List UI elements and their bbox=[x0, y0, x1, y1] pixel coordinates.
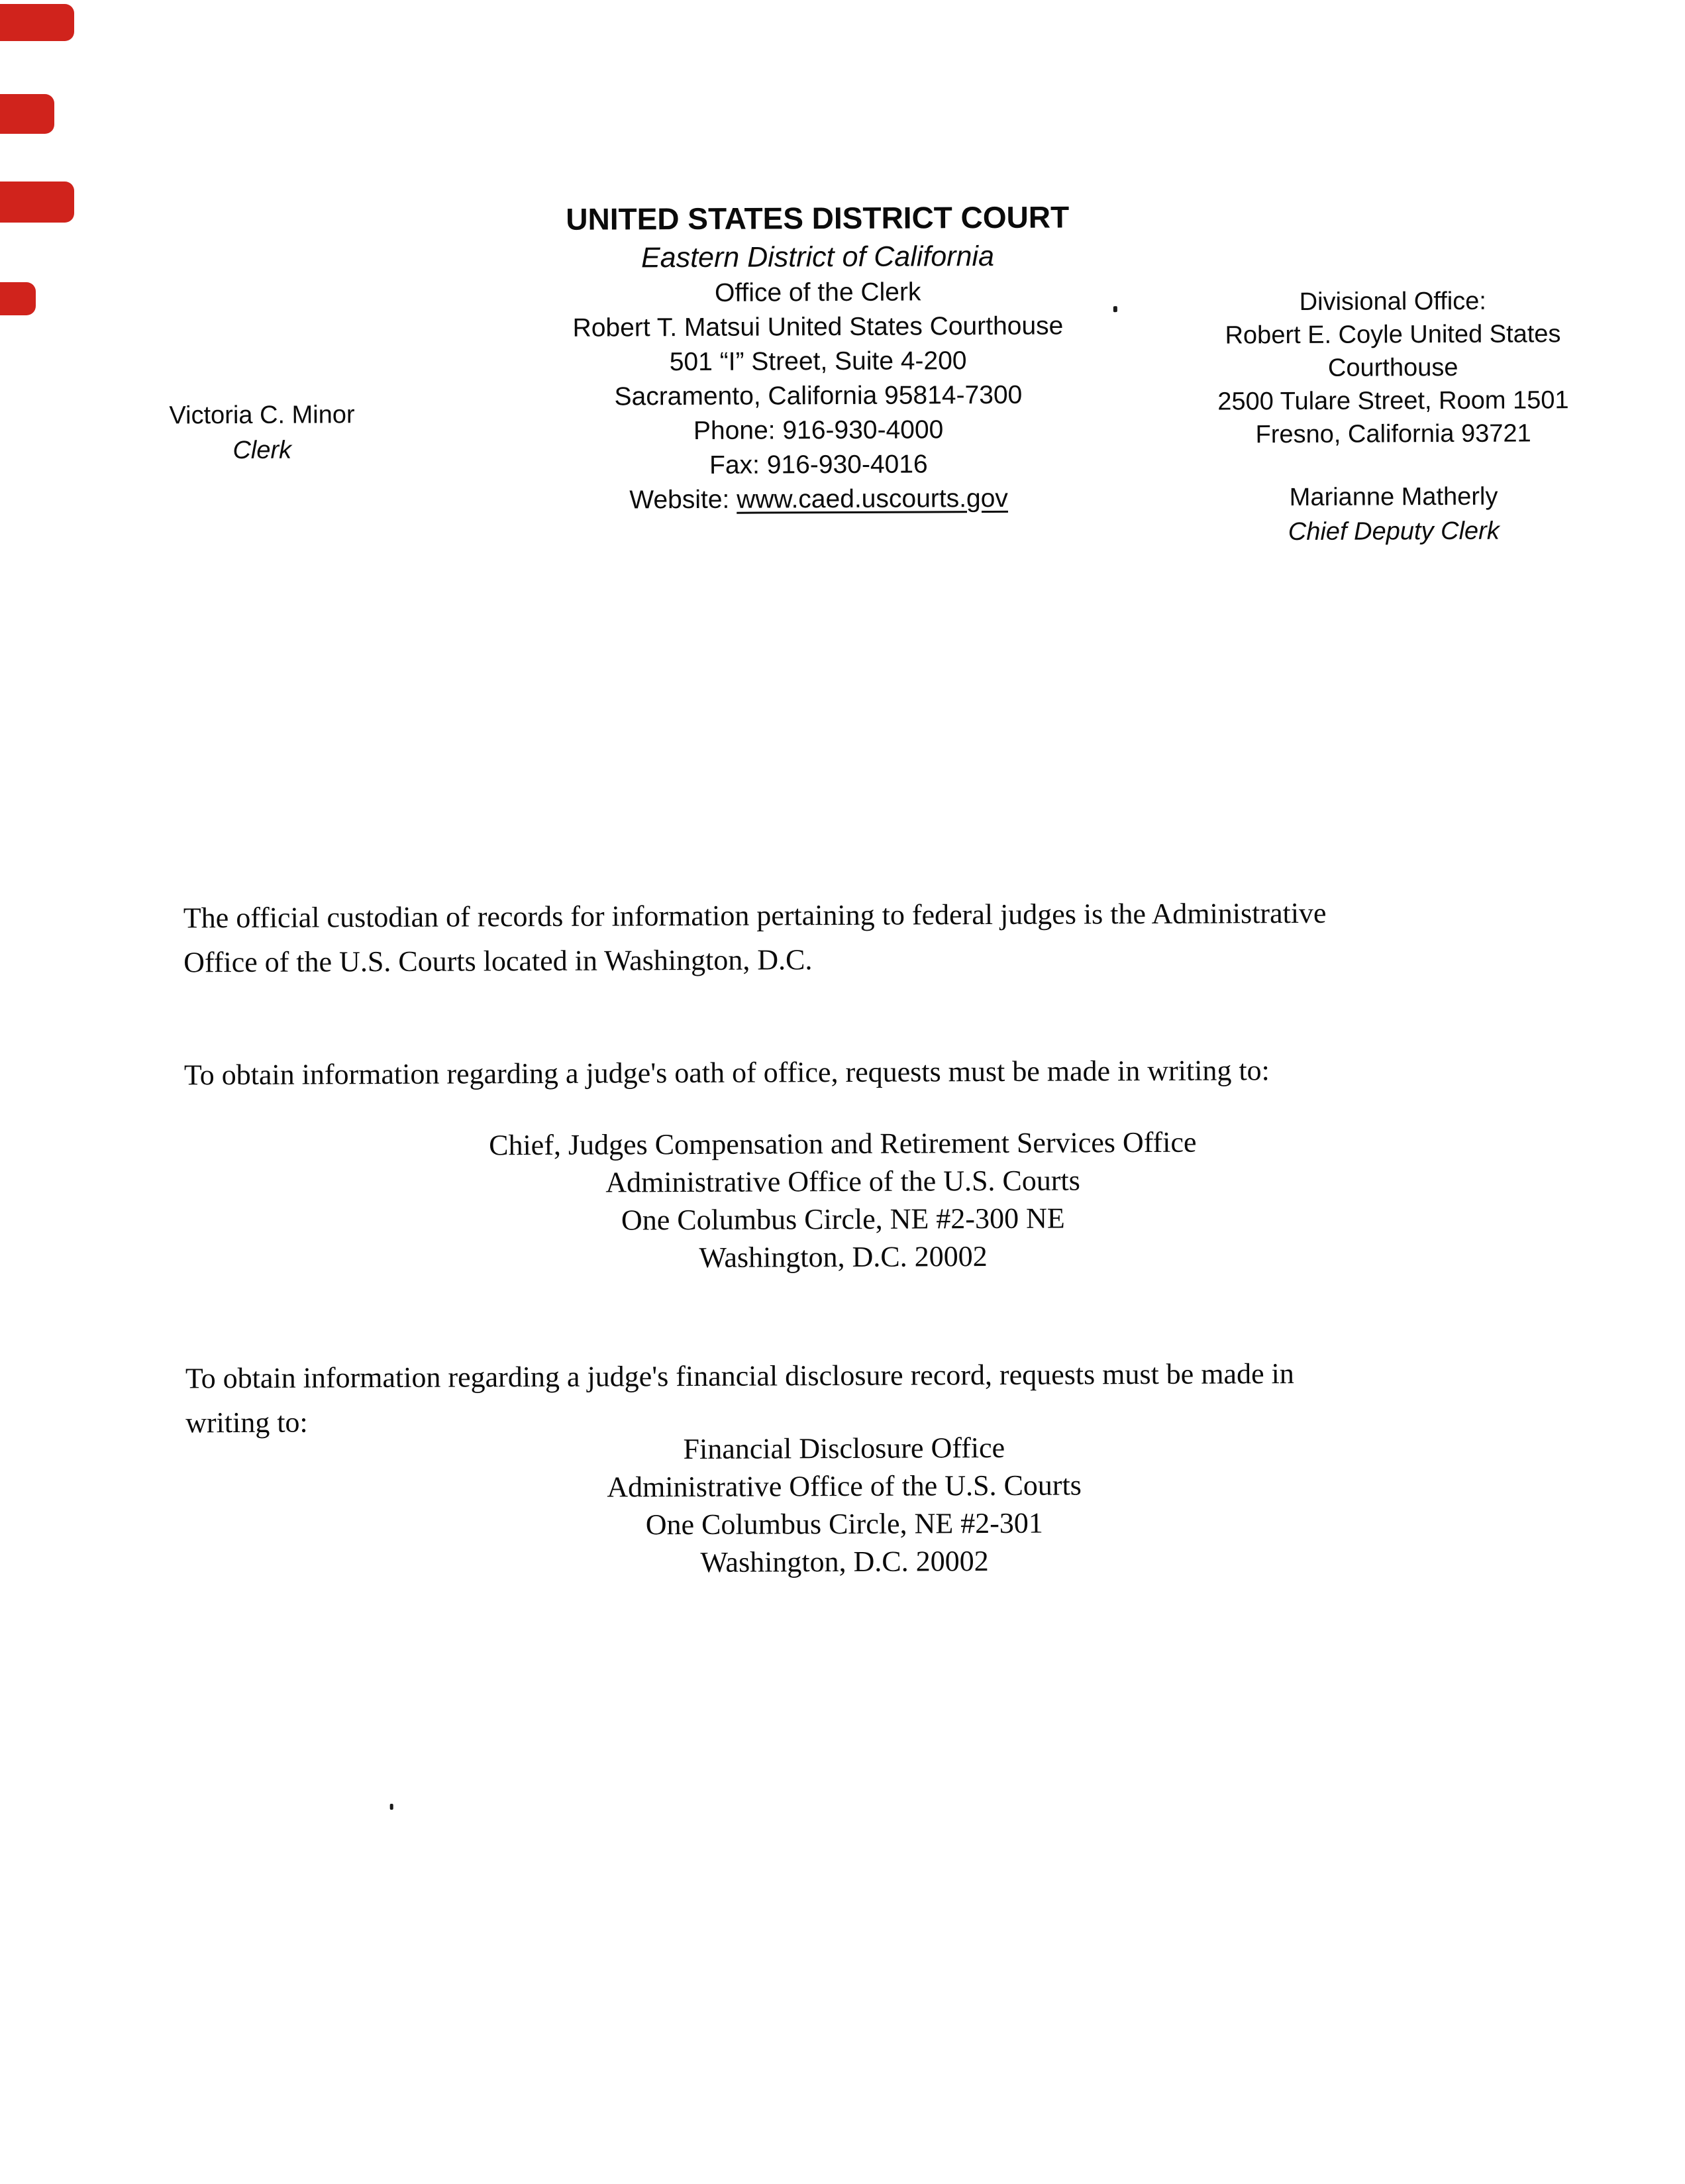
divisional-city-address: Fresno, California 93721 bbox=[1255, 419, 1531, 449]
deputy-clerk-title: Chief Deputy Clerk bbox=[1288, 517, 1500, 546]
office-name: Office of the Clerk bbox=[714, 278, 921, 307]
financial-address-line1: Financial Disclosure Office bbox=[683, 1431, 1005, 1466]
paragraph-oath-line1: To obtain information regarding a judge's oath of office, requests must be made in writing to: bbox=[183, 1054, 1270, 1092]
oath-address-line4: Washington, D.C. 20002 bbox=[699, 1240, 988, 1274]
financial-address-line4: Washington, D.C. 20002 bbox=[700, 1545, 989, 1579]
paragraph-financial-line1: To obtain information regarding a judge's financial disclosure record, requests must be made in bbox=[185, 1357, 1294, 1395]
divisional-office-label: Divisional Office: bbox=[1299, 287, 1487, 316]
financial-address-line3: One Columbus Circle, NE #2-301 bbox=[645, 1506, 1043, 1541]
ink-speck-1 bbox=[1113, 306, 1117, 312]
deputy-clerk-name: Marianne Matherly bbox=[1289, 482, 1498, 512]
clerk-title: Clerk bbox=[232, 436, 292, 465]
deputy-clerk-block bbox=[1162, 479, 1625, 550]
city-address: Sacramento, California 95814-7300 bbox=[614, 380, 1023, 411]
paragraph-oath bbox=[184, 1047, 1529, 1097]
district-name: Eastern District of California bbox=[640, 240, 995, 274]
courthouse-name: Robert T. Matsui United States Courthouse bbox=[572, 311, 1064, 342]
website-url: www.caed.uscourts.gov bbox=[737, 484, 1008, 514]
oath-address-line2: Administrative Office of the U.S. Courts bbox=[605, 1164, 1080, 1199]
financial-address-block bbox=[1, 1426, 1685, 1584]
ink-speck-2 bbox=[390, 1804, 393, 1810]
divisional-courthouse-line2: Courthouse bbox=[1327, 353, 1458, 382]
website-line bbox=[487, 481, 1150, 518]
financial-address-line2: Administrative Office of the U.S. Courts bbox=[607, 1469, 1082, 1504]
clerk-name: Victoria C. Minor bbox=[169, 401, 355, 430]
phone-line: Phone: 916-930-4000 bbox=[693, 415, 944, 445]
oath-address-line1: Chief, Judges Compensation and Retirement Services Office bbox=[489, 1125, 1197, 1162]
paragraph-custodian-line2: Office of the U.S. Courts located in Washington, D.C. bbox=[183, 943, 813, 979]
divisional-courthouse-line1: Robert E. Coyle United States bbox=[1225, 320, 1561, 350]
paragraph-custodian-line1: The official custodian of records for information pertaining to federal judges is the Administrative bbox=[183, 896, 1327, 935]
divisional-office-block bbox=[1161, 284, 1625, 452]
oath-address-block bbox=[0, 1121, 1685, 1279]
divisional-street-address: 2500 Tulare Street, Room 1501 bbox=[1217, 386, 1569, 416]
court-header-block bbox=[486, 196, 1150, 518]
clerk-block bbox=[96, 397, 427, 469]
website-label: Website: bbox=[629, 485, 737, 515]
fax-line: Fax: 916-930-4016 bbox=[709, 450, 928, 480]
paragraph-custodian bbox=[183, 890, 1529, 984]
paragraph-financial-line2: writing to: bbox=[185, 1406, 308, 1439]
street-address: 501 “I” Street, Suite 4-200 bbox=[669, 346, 967, 377]
oath-address-line3: One Columbus Circle, NE #2-300 NE bbox=[621, 1202, 1065, 1237]
court-title: UNITED STATES DISTRICT COURT bbox=[566, 199, 1070, 236]
